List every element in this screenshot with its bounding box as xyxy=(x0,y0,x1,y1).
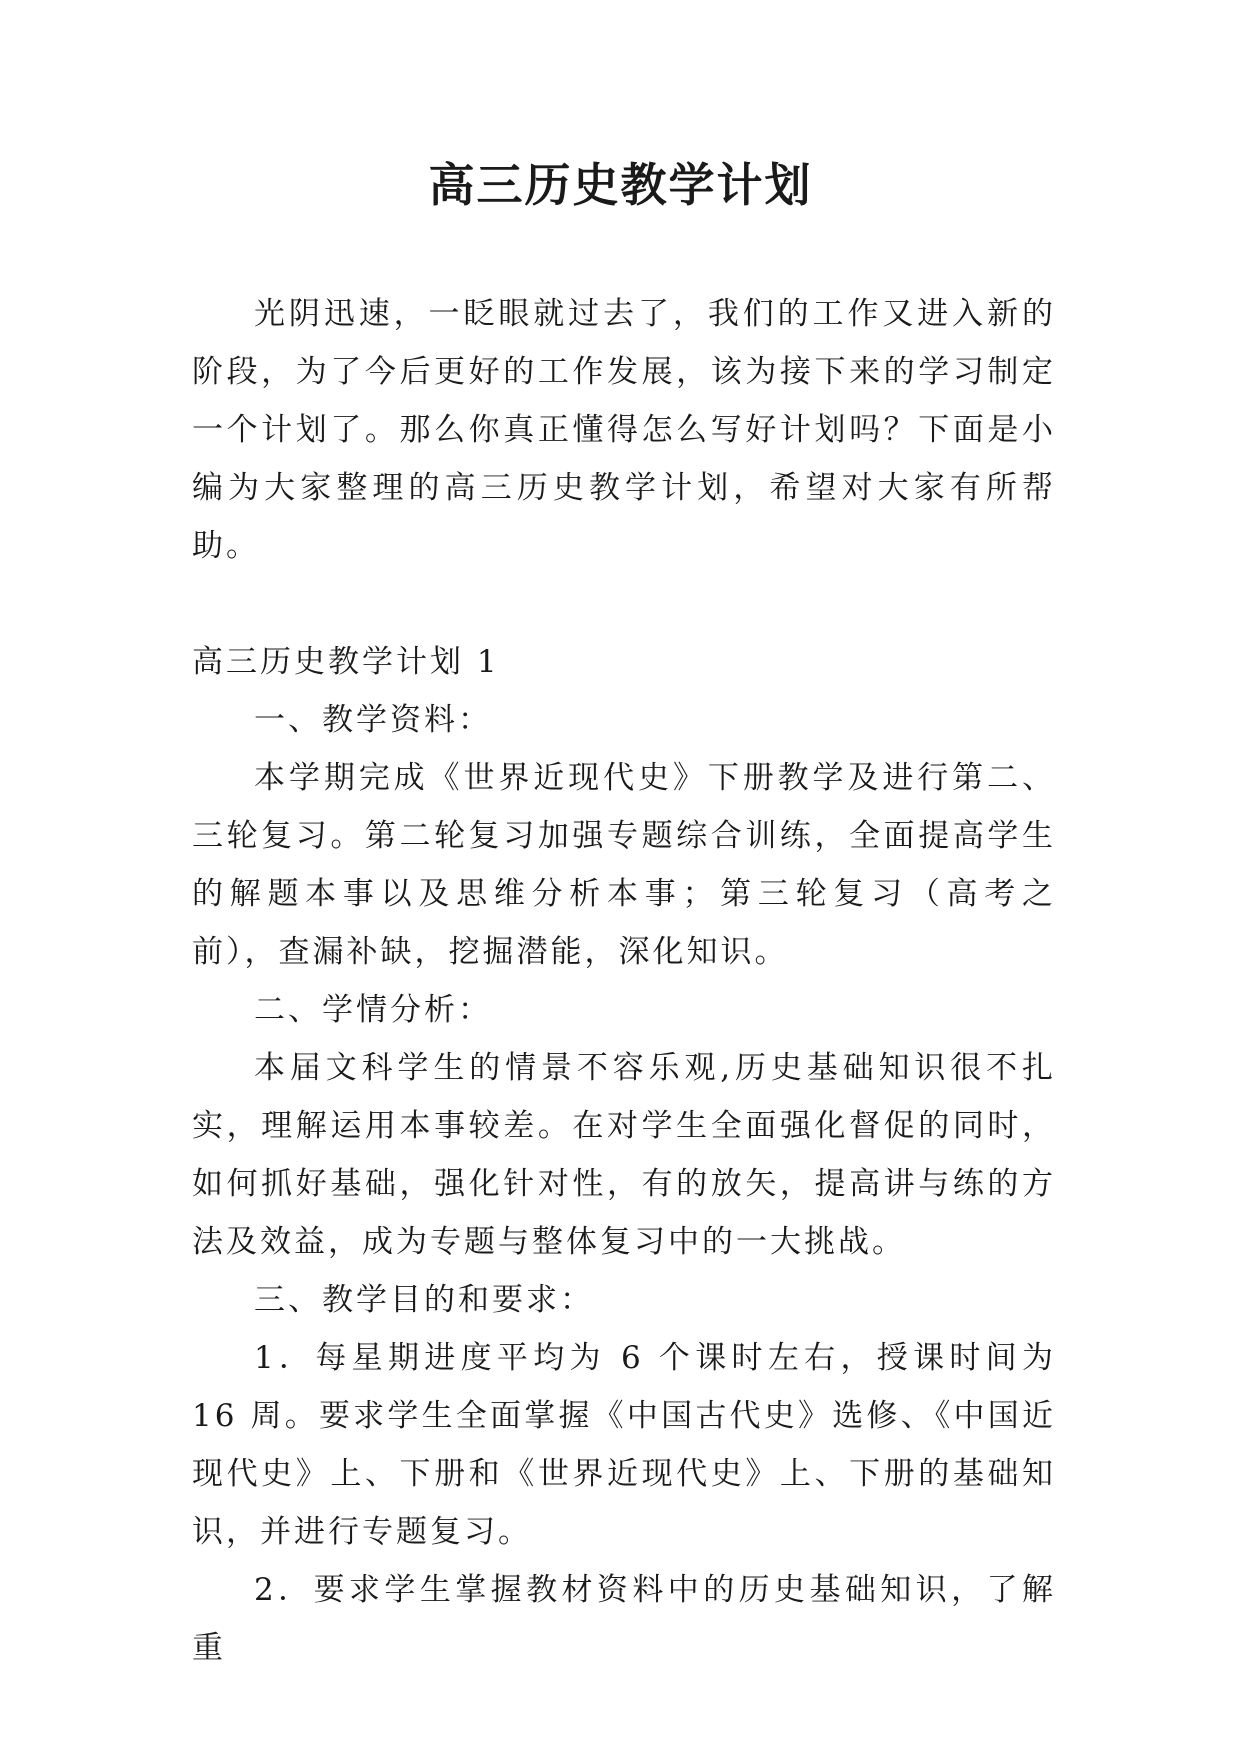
part3-item-1: 1．每星期进度平均为 6 个课时左右，授课时间为 16 周。要求学生全面掌握《中国古代史》选修、《中国近现代史》上、下册和《世界近现代史》上、下册的基础知识，并进行专题复习。 xyxy=(192,1340,1056,1550)
part3-item-2: 2．要求学生掌握教材资料中的历史基础知识，了解重 xyxy=(192,1572,1056,1666)
section-heading: 高三历史教学计划 1 xyxy=(192,644,500,680)
part2-paragraph: 本届文科学生的情景不容乐观,历史基础知识很不扎实，理解运用本事较差。在对学生全面强化督促的同时，如何抓好基础，强化针对性，有的放矢，提高讲与练的方法及效益，成为专题与整体复习中的一大挑战。 xyxy=(192,1050,1056,1260)
intro-paragraph: 光阴迅速，一眨眼就过去了，我们的工作又进入新的阶段，为了今后更好的工作发展，该为接下来的学习制定一个计划了。那么你真正懂得怎么写好计划吗？下面是小编为大家整理的高三历史教学计划，希望对大家有所帮助。 xyxy=(192,296,1056,564)
part1-paragraph: 本学期完成《世界近现代史》下册教学及进行第二、三轮复习。第二轮复习加强专题综合训练，全面提高学生的解题本事以及思维分析本事；第三轮复习（高考之前），查漏补缺，挖掘潜能，深化知识。 xyxy=(192,760,1056,970)
part2-heading: 二、学情分析： xyxy=(254,992,492,1028)
part1-heading: 一、教学资料： xyxy=(254,702,492,738)
document-body xyxy=(192,285,1056,1677)
document-title: 高三历史教学计划 xyxy=(428,158,813,212)
part3-heading: 三、教学目的和要求： xyxy=(254,1282,594,1318)
